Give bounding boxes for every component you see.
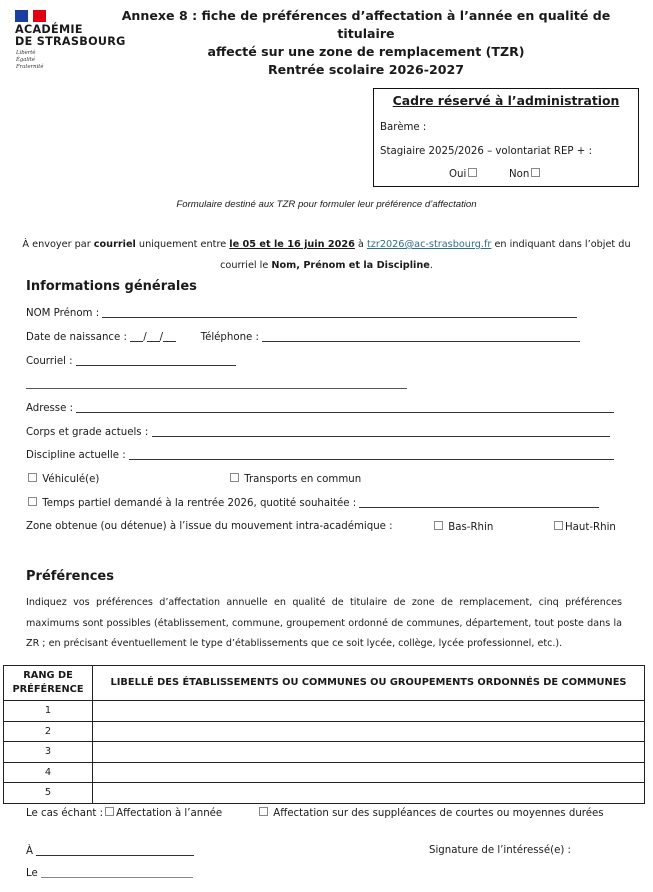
- instr-text-6: .: [429, 260, 433, 271]
- lieu-field: [26, 845, 194, 857]
- nom-prenom-input[interactable]: [102, 307, 577, 318]
- label-cell[interactable]: [93, 742, 645, 763]
- telephone-label: Téléphone :: [200, 332, 259, 343]
- date-field: [26, 867, 193, 879]
- motto-egalite: Égalité: [16, 56, 36, 63]
- corps-grade-label: Corps et grade actuels :: [26, 427, 149, 438]
- stagiaire-label: Stagiaire 2025/2026 – volontariat REP + :: [380, 146, 593, 157]
- le-label: Le: [26, 868, 38, 879]
- telephone-input[interactable]: [262, 331, 580, 342]
- transports-option: [228, 473, 361, 485]
- table-row: [4, 762, 645, 783]
- send-instructions: [0, 234, 653, 276]
- rank-cell: 5: [4, 783, 93, 804]
- bas-rhin-checkbox[interactable]: [434, 521, 443, 530]
- title-line-2: affecté sur une zone de remplacement (TZR): [207, 44, 525, 59]
- title-line-3: Rentrée scolaire 2026-2027: [267, 62, 465, 77]
- label-cell[interactable]: [93, 721, 645, 742]
- birth-day-input[interactable]: [130, 331, 143, 342]
- instr-text-1: À envoyer par: [22, 239, 94, 250]
- birth-month-input[interactable]: [147, 331, 160, 342]
- label-column-header: LIBELLÉ DES ÉTABLISSEMENTS OU COMMUNES OU GROUPEMENTS ORDONNÉS DE COMMUNES: [93, 666, 645, 701]
- affectation-annee-label: Affectation à l’année: [116, 808, 223, 819]
- rank-cell: 4: [4, 762, 93, 783]
- lieu-input[interactable]: [36, 845, 194, 856]
- instr-courriel: courriel: [93, 239, 136, 250]
- courriel-label: Courriel :: [26, 356, 73, 367]
- vehicule-checkbox[interactable]: [28, 473, 37, 482]
- temps-partiel-checkbox[interactable]: [28, 497, 37, 506]
- courriel-continuation-line[interactable]: [26, 388, 407, 389]
- date-separator-1: /: [143, 332, 147, 343]
- instr-text-4: en indiquant dans l’objet du: [491, 239, 631, 250]
- nom-prenom-label: NOM Prénom :: [26, 308, 100, 319]
- haut-rhin-checkbox[interactable]: [554, 521, 563, 530]
- logo-line-2: DE STRASBOURG: [15, 35, 126, 48]
- a-label: À: [26, 846, 33, 857]
- adresse-field: [26, 402, 614, 414]
- haut-rhin-label: Haut-Rhin: [565, 522, 616, 533]
- table-row: [4, 701, 645, 722]
- quotite-input[interactable]: [359, 497, 599, 508]
- haut-rhin-option: [552, 521, 616, 533]
- admin-reserved-box: [373, 88, 639, 187]
- preferences-table: [3, 665, 645, 804]
- table-row: [4, 742, 645, 763]
- admin-box-title: Cadre réservé à l’administration: [392, 93, 620, 108]
- flag-red: [33, 10, 46, 22]
- label-cell[interactable]: [93, 701, 645, 722]
- suppleances-option: [257, 807, 604, 819]
- bareme-label: Barème :: [380, 122, 427, 133]
- corps-grade-input[interactable]: [152, 426, 610, 437]
- table-header-row: [4, 666, 645, 701]
- form-subtitle: Formulaire destiné aux TZR pour formuler leur préférence d’affectation: [176, 199, 477, 210]
- non-checkbox[interactable]: [531, 168, 540, 177]
- discipline-field: [26, 449, 614, 461]
- temps-partiel-label: Temps partiel demandé à la rentrée 2026, quotité souhaitée :: [42, 498, 357, 509]
- transports-label: Transports en commun: [244, 474, 362, 485]
- adresse-label: Adresse :: [26, 403, 74, 414]
- date-separator-2: /: [159, 332, 164, 343]
- preferences-heading: Préférences: [26, 569, 114, 584]
- general-info-heading: Informations générales: [26, 279, 197, 294]
- courriel-field: [26, 355, 236, 367]
- instr-text-3: à: [354, 239, 367, 250]
- birth-year-input[interactable]: [163, 331, 176, 342]
- cas-echant-row: [26, 807, 222, 819]
- title-line-1: Annexe 8 : fiche de préférences d’affectation à l’année en qualité de titulaire: [121, 8, 611, 41]
- non-option: [509, 168, 542, 180]
- label-cell[interactable]: [93, 783, 645, 804]
- label-cell[interactable]: [93, 762, 645, 783]
- document-title: [96, 7, 636, 79]
- non-label: Non: [509, 169, 530, 180]
- nom-prenom-field: [26, 307, 577, 319]
- temps-partiel-field: [26, 497, 599, 509]
- table-row: [4, 721, 645, 742]
- bas-rhin-option: [432, 521, 493, 533]
- cas-echant-label: Le cas échant :: [26, 808, 104, 819]
- adresse-input[interactable]: [76, 402, 614, 413]
- flag-blue: [15, 10, 28, 22]
- date-naissance-label: Date de naissance :: [26, 332, 127, 343]
- zone-row: [26, 521, 393, 532]
- rank-cell: 2: [4, 721, 93, 742]
- oui-checkbox[interactable]: [468, 168, 477, 177]
- instr-bold-fields: Nom, Prénom et la Discipline: [271, 260, 430, 271]
- courriel-input[interactable]: [76, 355, 236, 366]
- rank-cell: 3: [4, 742, 93, 763]
- motto-fraternite: Fraternité: [16, 63, 44, 70]
- corps-grade-field: [26, 426, 610, 438]
- discipline-label: Discipline actuelle :: [26, 450, 126, 461]
- email-link[interactable]: tzr2026@ac-strasbourg.fr: [366, 239, 492, 250]
- suppleances-checkbox[interactable]: [259, 807, 268, 816]
- signature-label: Signature de l’intéressé(e) :: [429, 845, 571, 856]
- bas-rhin-label: Bas-Rhin: [448, 522, 494, 533]
- republique-flag-logo: [15, 10, 46, 22]
- instr-text-5: courriel le: [220, 260, 272, 271]
- preferences-paragraph: Indiquez vos préférences d’affectation annuelle en qualité de titulaire de zone de remplacement, cinq préférences maximums sont possibles (établissement, commune, groupement ordonné de communes, département, tout poste dans la ZR ; en précisant éventuellement le type d’établissements que ce soit lycée, collège, lycée professionnel, etc.).: [26, 597, 622, 649]
- suppleances-label: Affectation sur des suppléances de courtes ou moyennes durées: [273, 808, 604, 819]
- motto-liberte: Liberté: [16, 50, 36, 56]
- oui-option: [449, 168, 479, 180]
- vehicule-option: [26, 473, 99, 485]
- republic-motto: [16, 50, 44, 70]
- date-telephone-row: [26, 331, 580, 343]
- table-row: [4, 783, 645, 804]
- logo-line-1: ACADÉMIE: [15, 23, 83, 36]
- vehicule-label: Véhiculé(e): [42, 474, 100, 485]
- discipline-input[interactable]: [129, 449, 614, 460]
- affectation-annee-checkbox[interactable]: [105, 807, 114, 816]
- date-input[interactable]: [41, 867, 193, 878]
- rank-column-header: RANG DE PRÉFÉRENCE: [4, 666, 93, 701]
- oui-label: Oui: [449, 169, 467, 180]
- instr-text-2: uniquement entre: [135, 239, 230, 250]
- rank-cell: 1: [4, 701, 93, 722]
- zone-label: Zone obtenue (ou détenue) à l’issue du mouvement intra-académique :: [26, 521, 393, 532]
- instr-dates: le 05 et le 16 juin 2026: [229, 239, 355, 250]
- transports-checkbox[interactable]: [230, 473, 239, 482]
